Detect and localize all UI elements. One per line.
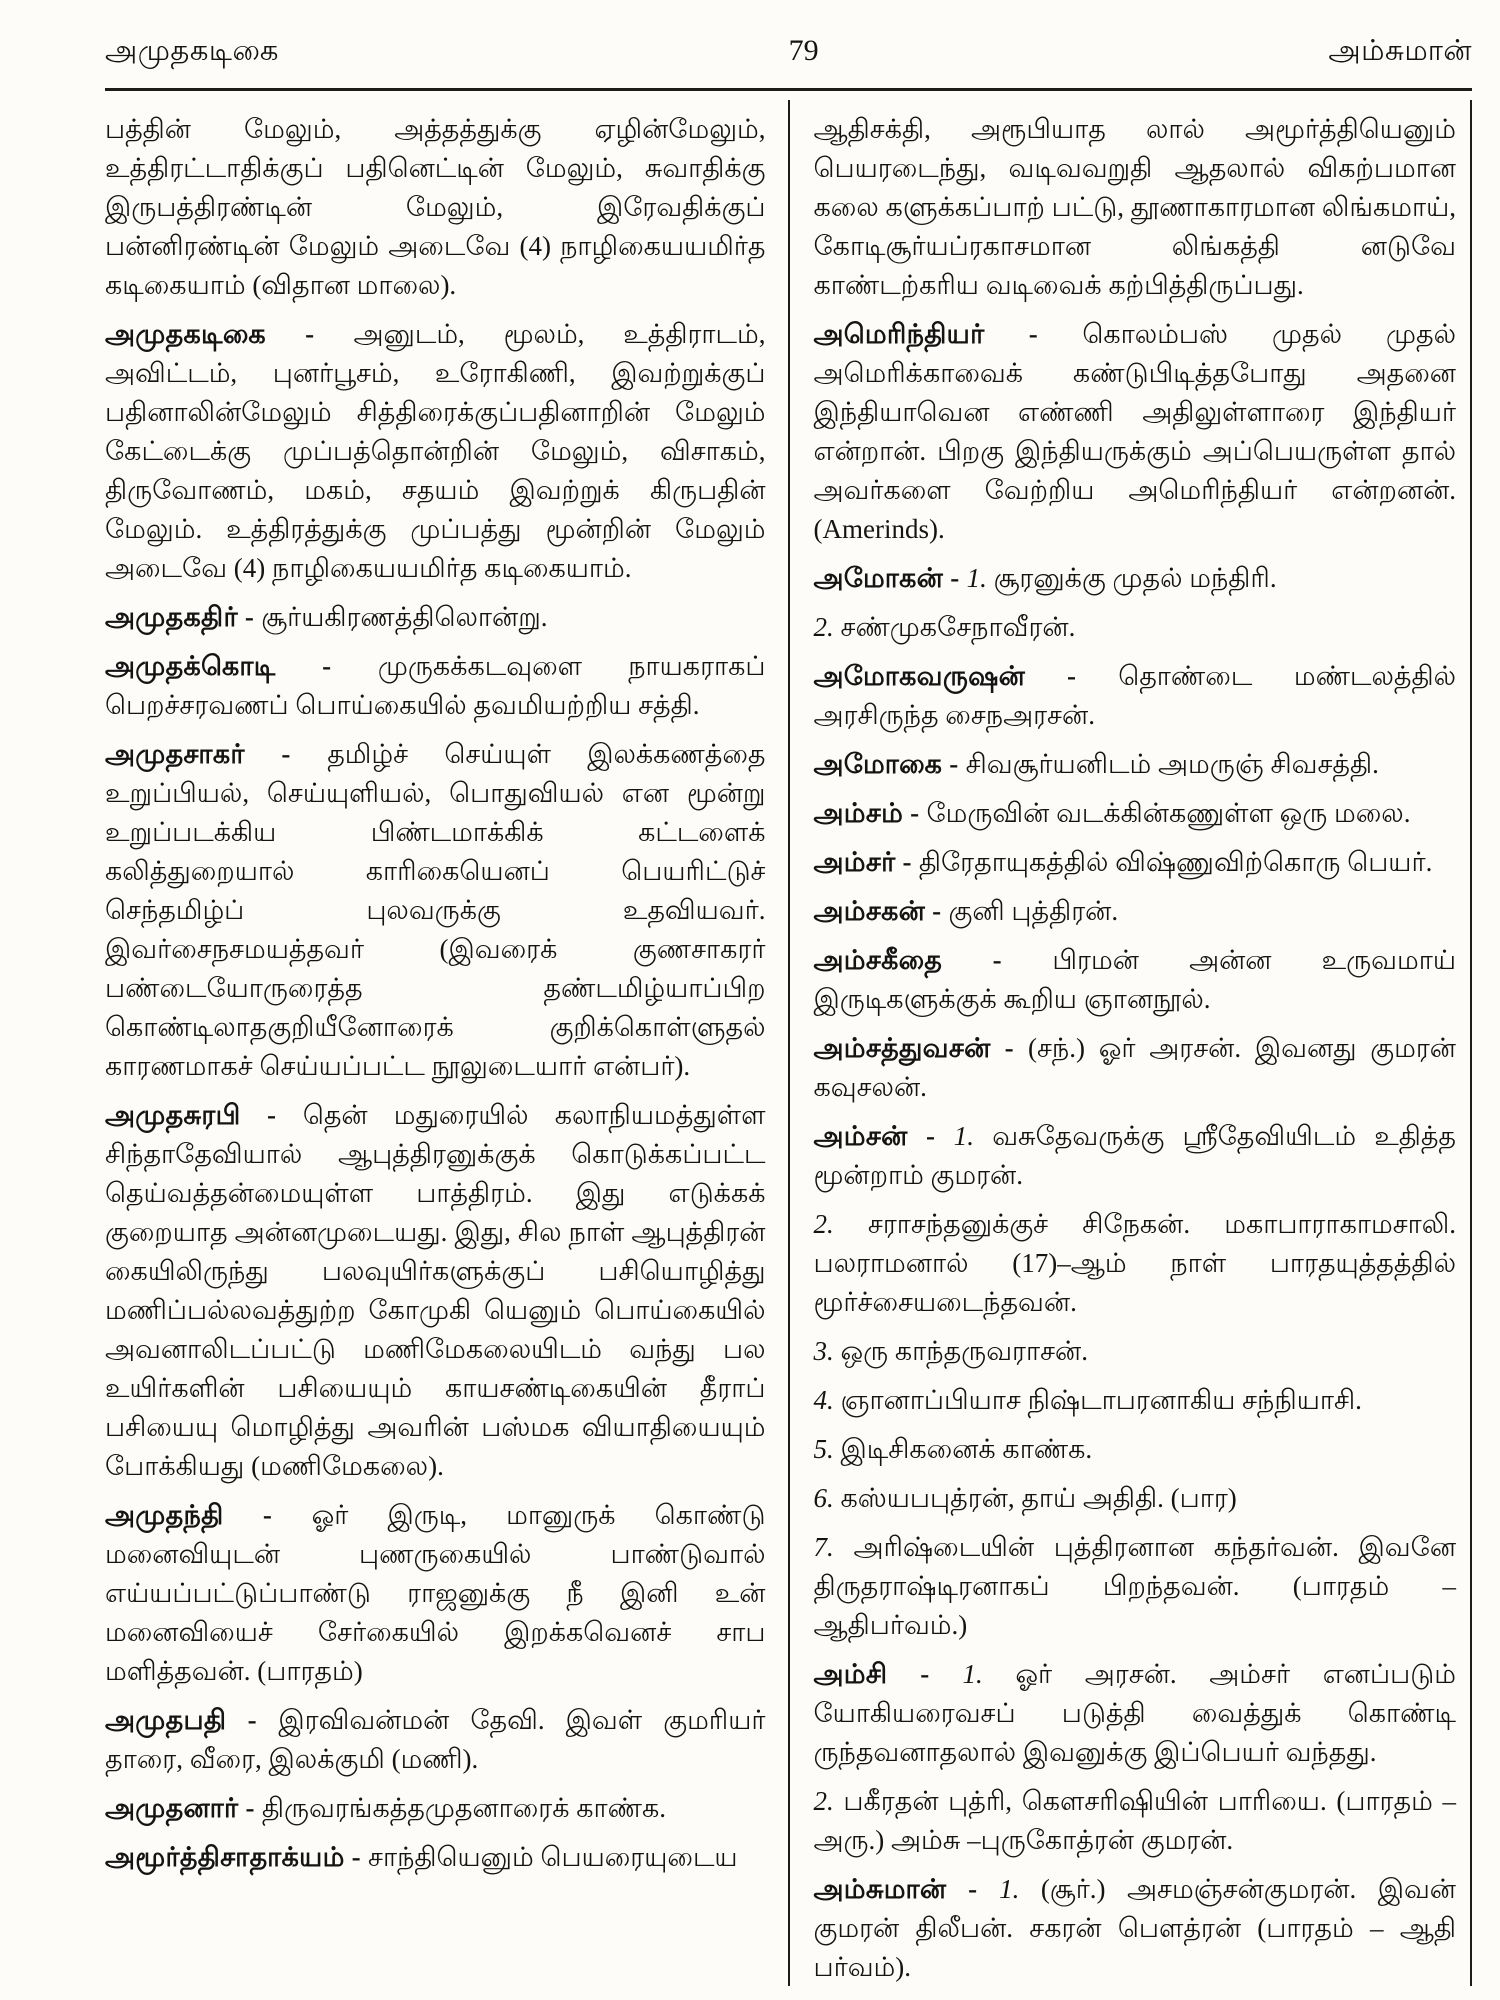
entry-term: அமுதந்தி - [105,1500,312,1530]
entry-sense-number: 1. [999,1874,1041,1904]
entry-sense-number: 3. [813,1336,841,1366]
entry-sense-number: 1. [962,1659,1016,1689]
entry-term: அம்சகீதை - [813,945,1053,975]
entry-term: அமெரிந்தியர் - [813,319,1083,349]
left-column [105,100,788,1986]
entry-term: அம்சத்துவசன் - [813,1033,1028,1063]
dictionary-entry: அமுதசுரபி - தென் மதுரையில் கலாநியமத்துள்ள சிந்தாதேவியால் ஆபுத்திரனுக்குக் கொடுக்கப்பட்ட தெய்வத்தன்மையுள்ள பாத்திரம். இது எடுக்கக் குறையாத அன்னமுடையது. இது, சில நாள் ஆபுத்திரன் கையிலிருந்து பலவுயிர்களுக்குப் பசியொழித்து மணிப்பல்லவத்துற்ற கோமுகி யெனும் பொய்கையில் அவனாலிடப்பட்டு மணிமேகலையிடம் வந்து பல உயிர்களின் பசியையும் காயசண்டிகையின் தீராப் பசியையு மொழித்து அவரின் பஸ்மக வியாதியையும் போக்கியது (மணிமேகலை). [105,1100,766,1481]
entry-term: அமுதசாகர் - [105,739,328,769]
dictionary-entry: அம்சுமான் - 1. (சூர்.) அசமஞ்சன்குமரன். இவன் குமரன் திலீபன். சகரன் பௌத்ரன் (பாரதம் – ஆதி பர்வம்). [813,1874,1456,1982]
dictionary-entry: அமுதசாகர் - தமிழ்ச் செய்யுள் இலக்கணத்தை உறுப்பியல், செய்யுளியல், பொதுவியல் என மூன்று உறுப்படக்கிய பிண்டமாக்கிக் கட்டளைக் கலித்துறையால் காரிகையெனப் பெயரிட்டுச் செந்தமிழ்ப் புலவருக்கு உதவியவர். இவர்சைநசமயத்தவர் (இவரைக் குணசாகரர் பண்டையோருரைத்த தண்டமிழ்யாப்பிற கொண்டிலாதகுறியீனோரைக் குறிக்கொள்ளுதல் காரணமாகச் செய்யப்பட்ட நூலுடையார் என்பர்). [105,739,766,1081]
entry-term: அமுதக்கொடி - [105,651,378,681]
entry-sense-number: 1. [953,1121,993,1151]
entry-term: அமோகன் - [813,563,967,593]
entry-term: அமுதபதி - [105,1705,279,1735]
dictionary-entry: 7. அரிஷ்டையின் புத்திரனான கந்தர்வன். இவனே திருதராஷ்டிரனாகப் பிறந்தவன். (பாரதம் – ஆதிபர்வம்.) [813,1532,1456,1640]
dictionary-entry: அம்சன் - 1. வசுதேவருக்கு ஸ்ரீதேவியிடம் உதித்த மூன்றாம் குமரன். [813,1121,1456,1190]
entry-sense-number: 4. [813,1385,841,1415]
entry-sense-number: 5. [813,1434,841,1464]
dictionary-entry: 4. ஞானாப்பியாச நிஷ்டாபரனாகிய சந்நியாசி. [813,1385,1362,1415]
dictionary-entry: அமுதபதி - இரவிவன்மன் தேவி. இவள் குமரியர் தாரை, வீரை, இலக்குமி (மணி). [105,1705,766,1774]
dictionary-entry: 2. சராசந்தனுக்குச் சிநேகன். மகாபாராகாமசாலி. பலராமனால் (17)–ஆம் நாள் பாரதயுத்தத்தில் மூர்ச்சையடைந்தவன். [813,1209,1457,1317]
dictionary-entry: பத்தின் மேலும், அத்தத்துக்கு ஏழின்மேலும், உத்திரட்டாதிக்குப் பதினெட்டின் மேலும், சுவாதிக்கு இருபத்திரண்டின் மேலும், இரேவதிக்குப் பன்னிரண்டின் மேலும் அடைவே (4) நாழிகையயமிர்த கடிகையாம் (விதான மாலை). [105,114,766,300]
entry-term: அம்சி - [813,1659,963,1689]
dictionary-entry: அம்சகீதை - பிரமன் அன்ன உருவமாய் இருடிகளுக்குக் கூறிய ஞானநூல். [813,945,1456,1014]
dictionary-entry: அம்சர் - திரேதாயுகத்தில் விஷ்ணுவிற்கொரு பெயர். [813,847,1433,877]
entry-sense-number: 2. [813,612,841,642]
dictionary-entry: அமுதக்கொடி - முருகக்கடவுளை நாயகராகப் பெறச்சரவணப் பொய்கையில் தவமியற்றிய சத்தி. [105,651,766,720]
dictionary-entry: அம்சி - 1. ஓர் அரசன். அம்சர் எனப்படும் யோகியரைவசப் படுத்தி வைத்துக் கொண்டி ருந்தவனாதலால் இவனுக்கு இப்பெயர் வந்தது. [813,1659,1456,1767]
dictionary-entry: 2. சண்முகசேநாவீரன். [813,612,1076,642]
entry-term: அமோகை - [813,749,966,779]
dictionary-entry: 6. கஸ்யபபுத்ரன், தாய் அதிதி. (பார) [813,1483,1237,1513]
entry-sense-number: 2. [813,1209,868,1239]
dictionary-entry: 5. இடிசிகனைக் காண்க. [813,1434,1093,1464]
dictionary-entry: அமோகன் - 1. சூரனுக்கு முதல் மந்திரி. [813,563,1277,593]
dictionary-entry: அம்சகன் - குனி புத்திரன். [813,896,1119,926]
entry-term: அம்சகன் - [813,896,949,926]
dictionary-entry: அமோகை - சிவசூர்யனிடம் அமருஞ் சிவசத்தி. [813,749,1379,779]
dictionary-entry: அமெரிந்தியர் - கொலம்பஸ் முதல் முதல் அமெரிக்காவைக் கண்டுபிடித்தபோது அதனை இந்தியாவென எண்ணி அதிலுள்ளாரை இந்தியர் என்றான். பிறகு இந்தியருக்கும் அப்பெயருள்ள தால் அவர்களை வேற்றிய அமெரிந்தியர் என்றனன். (Amerinds). [813,319,1456,544]
entry-sense-number: 6. [813,1483,841,1513]
entry-sense-number: 7. [813,1532,854,1562]
dictionary-entry: 2. பகீரதன் புத்ரி, கௌசரிஷியின் பாரியை. (பாரதம் – அரு.) அம்சு –புருகோத்ரன் குமரன். [813,1786,1456,1855]
dictionary-entry: 3. ஒரு காந்தருவராசன். [813,1336,1088,1366]
entry-term: அம்சுமான் - [813,1874,1000,1904]
dictionary-entry: அமுதந்தி - ஓர் இருடி, மானுருக் கொண்டு மனைவியுடன் புணருகையில் பாண்டுவால் எய்யப்பட்டுப்பாண்டு ராஜனுக்கு நீ இனி உன் மனைவியைச் சேர்கையில் இறக்கவெனச் சாப மளித்தவன். (பாரதம்) [105,1500,766,1686]
entry-term: அம்சன் - [813,1121,954,1151]
entry-term: அம்சம் - [813,798,927,828]
dictionary-entry: அமோகவருஷன் - தொண்டை மண்டலத்தில் அரசிருந்த சைநஅரசன். [813,661,1456,730]
text-columns [105,100,1472,1986]
page-header [105,34,1472,71]
header-right-guide-word: அம்சுமான் [1328,35,1472,67]
right-column [788,100,1471,1986]
entry-term: அமுதகடிகை - [105,319,354,349]
entry-term: அமுதனார் - [105,1793,262,1823]
page-number: 79 [788,34,819,67]
header-divider-rule [105,88,1472,91]
dictionary-entry: அமுதனார் - திருவரங்கத்தமுதனாரைக் காண்க. [105,1793,667,1823]
dictionary-entry: அமுதகடிகை - அனுடம், மூலம், உத்திராடம், அவிட்டம், புனர்பூசம், உரோகிணி, இவற்றுக்குப் பதினாலின்மேலும் சித்திரைக்குப்பதினாறின் மேலும் கேட்டைக்கு முப்பத்தொன்றின் மேலும், விசாகம், திருவோணம், மகம், சதயம் இவற்றுக் கிருபதின் மேலும். உத்திரத்துக்கு முப்பத்து மூன்றின் மேலும் அடைவே (4) நாழிகையயமிர்த கடிகையாம். [105,319,766,583]
dictionary-entry: அம்சம் - மேருவின் வடக்கின்கணுள்ள ஒரு மலை. [813,798,1411,828]
dictionary-entry: ஆதிசக்தி, அரூபியாத லால் அமூர்த்தியெனும் பெயரடைந்து, வடிவவறுதி ஆதலால் விகற்பமான கலை களுக்கப்பாற் பட்டு, தூணாகாரமான லிங்கமாய், கோடிசூர்யப்ரகாசமான லிங்கத்தி னடுவே காண்டற்கரிய வடிவைக் கற்பித்திருப்பது. [813,114,1456,300]
entry-term: அமூர்த்திசாதாக்யம் - [105,1842,369,1872]
header-left-guide-word: அமுதகடிகை [105,35,279,67]
dictionary-entry: அம்சத்துவசன் - (சந்.) ஓர் அரசன். இவனது குமரன் கவுசலன். [813,1033,1456,1102]
entry-term: அம்சர் - [813,847,919,877]
dictionary-entry: அமுதகதிர் - சூர்யகிரணத்திலொன்று. [105,602,548,632]
entry-term: அமுதசுரபி - [105,1100,303,1130]
entry-term: அமுதகதிர் - [105,602,262,632]
dictionary-entry: அமூர்த்திசாதாக்யம் - சாந்தியெனும் பெயரையுடைய [105,1842,738,1872]
entry-sense-number: 1. [966,563,994,593]
entry-sense-number: 2. [813,1786,844,1816]
entry-term: அமோகவருஷன் - [813,661,1119,691]
